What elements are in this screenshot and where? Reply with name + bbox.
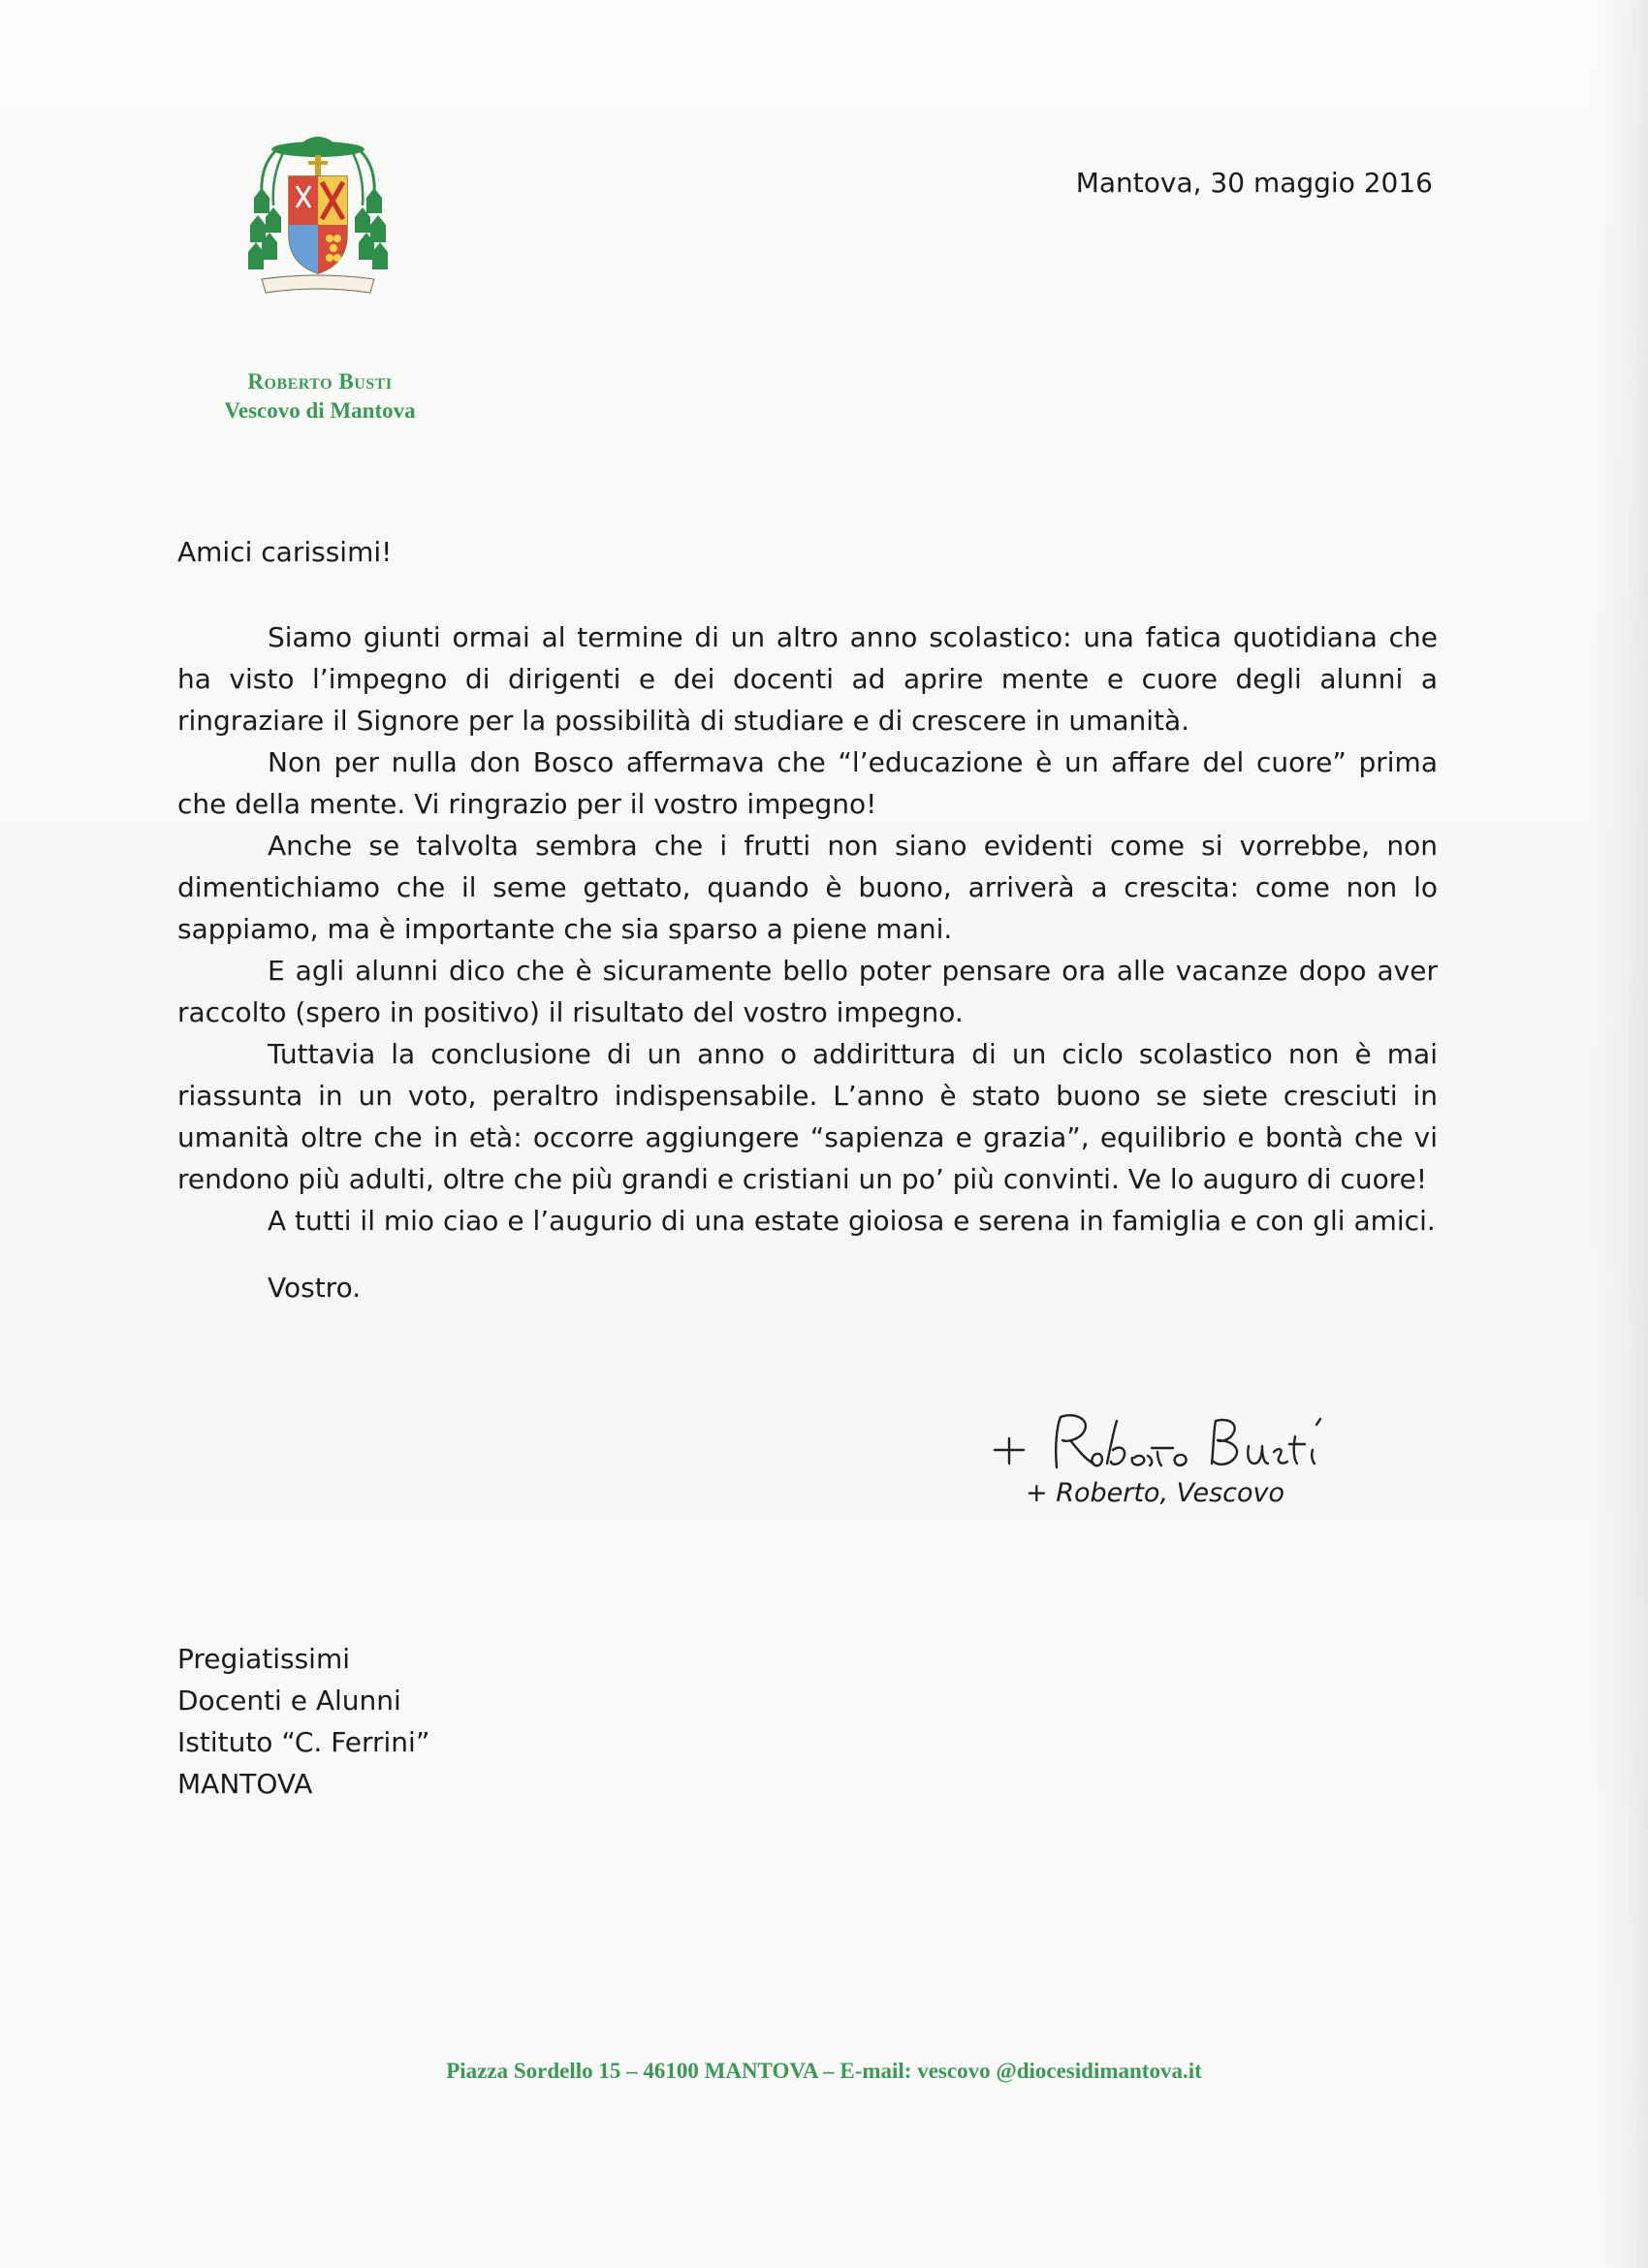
paragraph: A tutti il mio ciao e l’augurio di una estate gioiosa e serena in famiglia e con gli amici. <box>268 1205 1436 1237</box>
handwritten-signature-icon <box>989 1407 1377 1475</box>
signer-name: + Roberto, Vescovo <box>1026 1478 1285 1508</box>
recipient-line: MANTOVA <box>177 1768 313 1800</box>
recipient-block <box>177 1638 429 1805</box>
letter-body <box>177 616 1438 1242</box>
recipient-line: Docenti e Alunni <box>177 1685 401 1717</box>
letter-date: Mantova, 30 maggio 2016 <box>1075 167 1433 199</box>
paragraph: Tuttavia la conclusione di un anno o addirittura di un ciclo scolastico non è mai riassunta in un voto, peraltro indispensabile. L’anno è stato buono se siete cresciuti in umanità oltre che in età: occorre aggiungere “sapienza e grazia”, equilibrio e bontà che vi rendono più adulti, oltre che più grandi e cristiani un po’ più convinti. Ve lo auguro di cuore! <box>177 1038 1438 1195</box>
closing: Vostro. <box>268 1272 362 1304</box>
sender-name: Roberto Busti <box>247 369 393 394</box>
letterhead-sender <box>145 368 494 426</box>
footer-address: Piazza Sordello 15 – 46100 MANTOVA – E-mail: vescovo @diocesidimantova.it <box>446 2059 1202 2083</box>
coat-of-arms-icon <box>240 128 396 302</box>
paragraph: E agli alunni dico che è sicuramente bello poter pensare ora alle vacanze dopo aver raccolto (spero in positivo) il risultato del vostro impegno. <box>177 955 1438 1028</box>
paragraph: Non per nulla don Bosco affermava che “l’educazione è un affare del cuore” prima che della mente. Vi ringrazio per il vostro impegno! <box>177 746 1438 820</box>
scan-edge-shadow <box>1590 0 1648 2268</box>
recipient-line: Pregiatissimi <box>177 1643 350 1675</box>
greeting: Amici carissimi! <box>177 536 393 568</box>
paragraph: Anche se talvolta sembra che i frutti non siano evidenti come si vorrebbe, non dimentichiamo che il seme gettato, quando è buono, arriverà a crescita: come non lo sappiamo, ma è importante che sia sparso a piene mani. <box>177 830 1438 945</box>
sender-title: Vescovo di Mantova <box>224 398 416 423</box>
paragraph: Siamo giunti ormai al termine di un altro anno scolastico: una fatica quotidiana che ha visto l’impegno di dirigenti e dei docenti ad aprire mente e cuore degli alunni a ringraziare il Signore per la possibilità di studiare e di crescere in umanità. <box>177 621 1438 737</box>
recipient-line: Istituto “C. Ferrini” <box>177 1726 430 1758</box>
